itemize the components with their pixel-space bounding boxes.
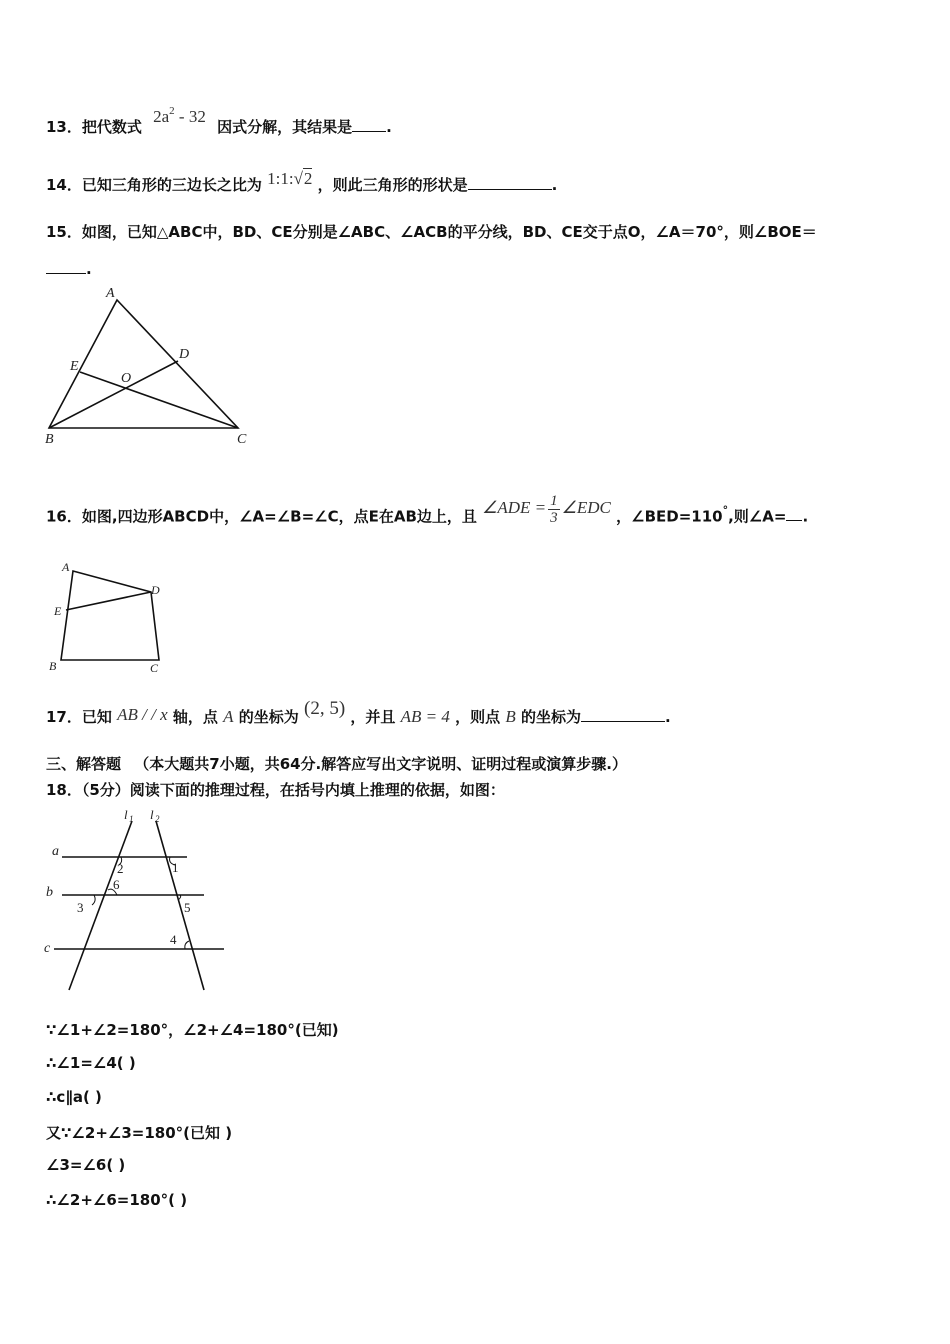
label-c: C [237,432,247,447]
quadrilateral-figure-q16 [48,560,178,675]
label-b: B [45,432,54,447]
label-l1: l [124,807,128,822]
question-14: 14．已知三角形的三边长之比为 1:1:√2 ，则此三角形的形状是 . [46,169,558,194]
label-angle-1: 1 [172,860,179,875]
answer-blank-13[interactable] [352,117,386,132]
question-14-text-b: ，则此三角形的形状是 [317,176,468,194]
question-18-number: 18． [46,781,82,799]
label-l2: l [150,807,154,822]
label-l2-sub: 2 [155,814,160,824]
question-16-text-a: 如图,四边形ABCD中，∠A=∠B=∠C，点E在AB边上，且 [81,507,477,526]
triangle-figure-q15 [40,285,260,450]
label-d: D [151,583,160,597]
question-13-text-b: 因式分解，其结果是 [217,118,353,136]
label-e: E [70,359,79,374]
question-16-number: 16． [46,507,82,526]
section-3-note: （本大题共7小题，共64分.解答应写出文字说明、证明过程或演算步骤.） [134,755,627,773]
question-17: 17．已知 AB / / x 轴，点 A 的坐标为 (2, 5) ，并且 AB = 4 ，则点 B 的坐标为 . [46,698,671,726]
label-angle-3: 3 [77,900,84,915]
label-line-c: c [44,941,51,956]
answer-blank-14[interactable] [468,175,552,190]
answer-blank-15[interactable] [46,259,86,274]
label-a: A [106,286,115,301]
question-15-answer-line: . [46,259,92,278]
label-line-a: a [52,844,59,859]
question-13-text-a: 把代数式 [81,118,142,136]
question-18 [46,779,505,800]
question-14-number: 14． [46,176,82,194]
question-17-number: 17． [46,708,82,726]
label-line-b: b [46,885,53,900]
question-14-ratio: 1:1:√2 [267,169,313,188]
question-16-expression: ∠ADE = $\frac{1}{3}$ ∠EDC [482,493,611,526]
label-d: D [179,347,190,362]
label-b: B [49,659,57,673]
label-angle-2: 2 [117,861,124,876]
question-13-number: 13． [46,118,82,136]
label-o: O [121,371,132,386]
answer-blank-17[interactable] [581,707,665,722]
question-17-expr-length: AB = 4 [400,707,450,726]
question-16: 16．如图,四边形ABCD中，∠A=∠B=∠C，点E在AB边上，且 ∠ADE = $\frac{1}{3}$ ∠EDC ，∠BED=110°,则∠A= . [46,493,809,526]
label-angle-6: 6 [113,877,120,892]
answer-blank-16[interactable] [786,506,802,521]
label-c: C [150,661,159,675]
question-16-text-b: ，∠BED=110 [616,507,723,526]
parallel-lines-figure-q18 [42,805,242,1000]
question-17-expr-b: B [505,707,516,726]
question-15 [46,221,817,242]
question-16-text-c: ,则∠A= [728,507,787,526]
question-15-number: 15． [46,223,82,241]
proof-step-3: ∴c∥a( ) [46,1088,102,1106]
proof-step-5: ∠3=∠6( ) [46,1156,126,1174]
question-15-text: 如图，已知△ABC中，BD、CE分别是∠ABC、∠ACB的平分线，BD、CE交于点O，∠A＝70°，则∠BOE＝ [81,223,817,241]
question-17-expr-parallel: AB / / x [117,705,168,724]
question-13-expression: $2a^2 - 32$ [153,105,206,126]
proof-step-4: 又∵∠2+∠3=180°(已知 ) [46,1124,233,1142]
proof-step-1: ∵∠1+∠2=180°，∠2+∠4=180°(已知) [46,1021,339,1039]
label-e: E [54,604,62,618]
section-3-title: 三、解答题 [46,755,122,773]
section-3-heading [46,753,627,774]
label-angle-4: 4 [170,932,177,947]
question-17-expr-a: A [223,707,234,726]
label-angle-5: 5 [184,900,191,915]
question-14-text-a: 已知三角形的三边长之比为 [81,176,262,194]
proof-step-6: ∴∠2+∠6=180°( ) [46,1191,188,1209]
question-18-text: （5分）阅读下面的推理过程，在括号内填上推理的依据，如图： [81,781,505,799]
label-l1-sub: 1 [129,814,134,824]
proof-step-2: ∴∠1=∠4( ) [46,1054,136,1072]
question-17-coordinate: (2, 5) [304,698,346,719]
question-13: 13．把代数式 $2a^2 - 32$ 因式分解，其结果是 . [46,105,392,136]
label-a: A [62,560,70,574]
